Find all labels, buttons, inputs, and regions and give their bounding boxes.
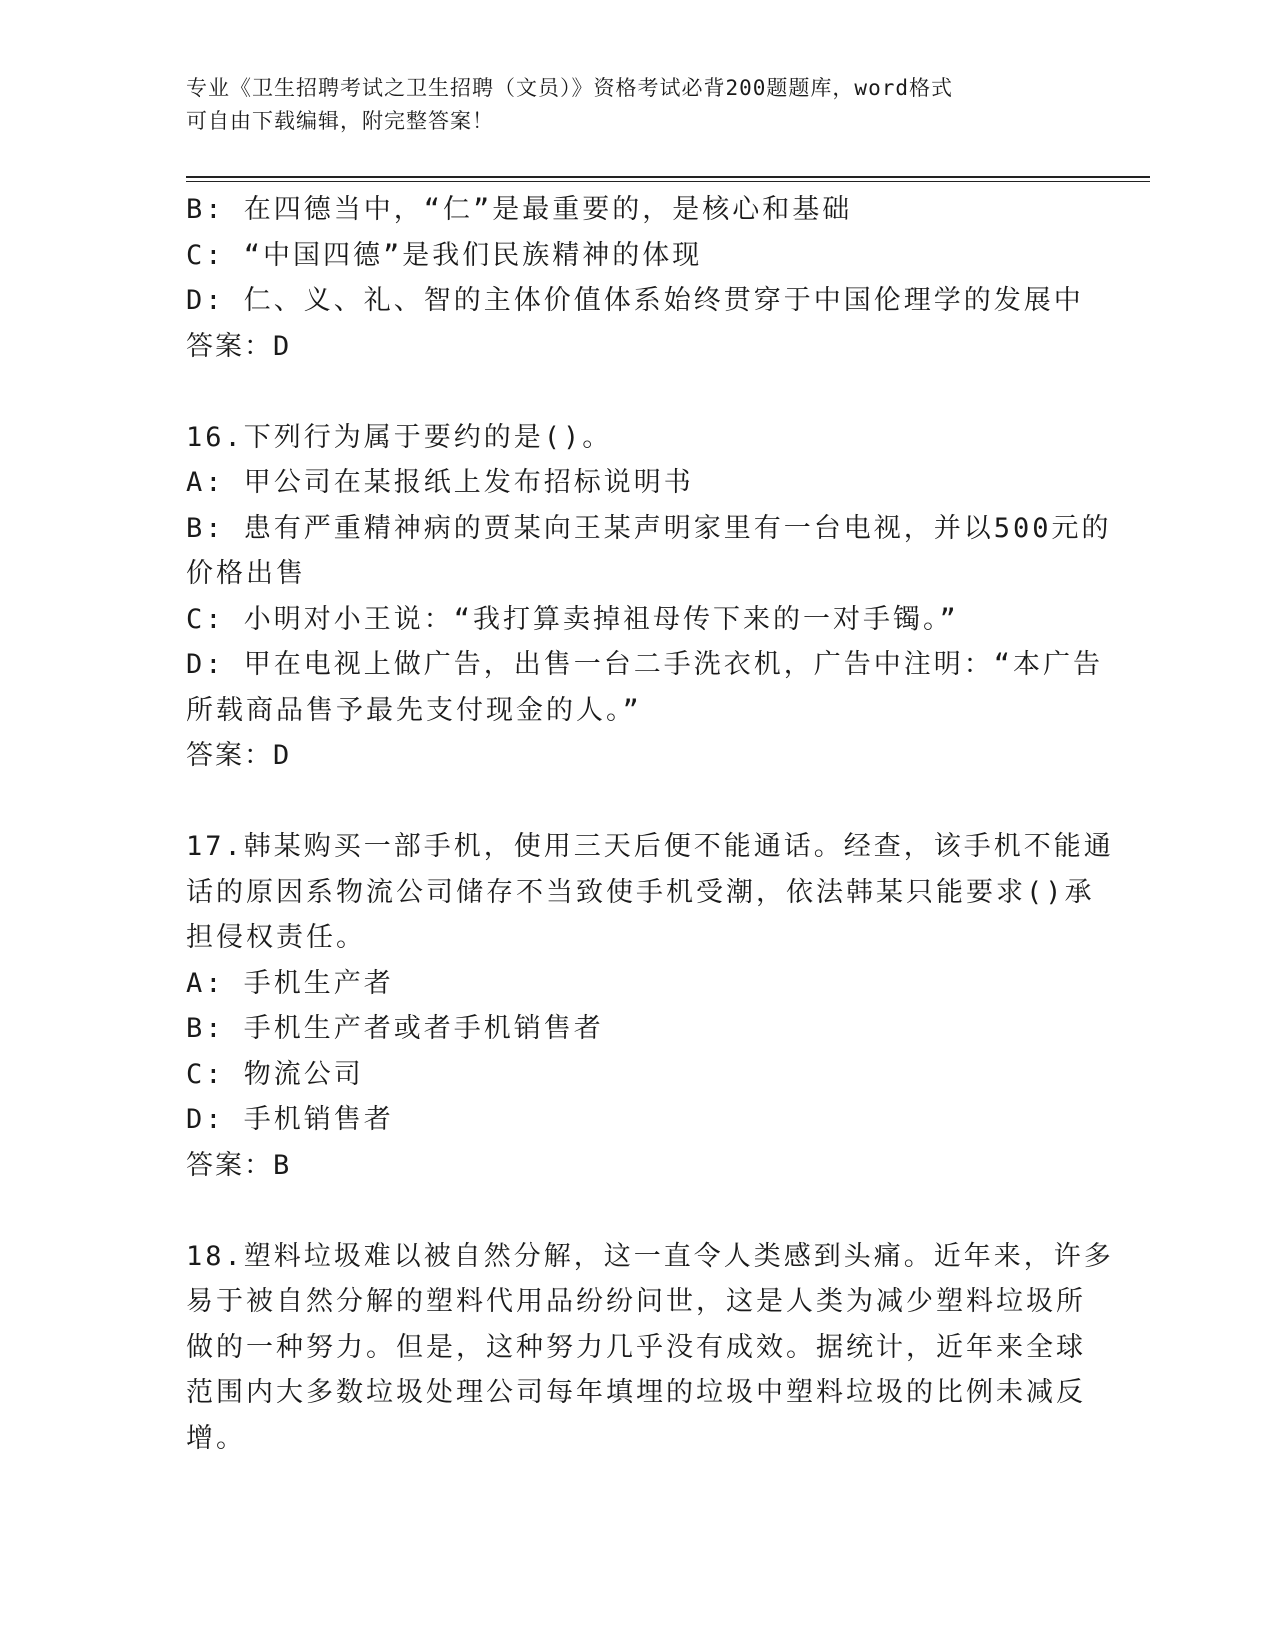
question-stem-continued: 担侵权责任。 [186,922,366,953]
option-d-continued: 所载商品售予最先支付现金的人。” [186,694,642,726]
header-divider-thick [186,176,1150,178]
option-d: D: 手机销售者 [186,1104,394,1135]
option-b: B: 手机生产者或者手机销售者 [186,1013,604,1044]
question-stem: 16.下列行为属于要约的是()。 [186,421,613,453]
question-18 [186,1234,1114,1462]
option-a: A: 甲公司在某报纸上发布招标说明书 [186,467,694,498]
spacer [186,369,1066,415]
option-b-continued: 价格出售 [186,558,306,589]
answer: 答案：B [186,1149,292,1181]
spacer [186,779,1066,825]
option-d: D: 甲在电视上做广告，出售一台二手洗衣机，广告中注明：“本广告 [186,649,1104,680]
option-b: B: 在四德当中，“仁”是最重要的，是核心和基础 [186,194,853,225]
question-15-tail [186,187,1084,369]
question-stem-continued: 易于被自然分解的塑料代用品纷纷问世，这是人类为减少塑料垃圾所 [186,1286,1086,1317]
header-divider-thin [186,181,1150,182]
document-header [186,72,1066,138]
header-line-1: 专业《卫生招聘考试之卫生招聘（文员）》资格考试必背200题题库，word格式 [186,76,953,100]
answer: 答案：D [186,330,292,362]
question-stem: 18.塑料垃圾难以被自然分解，这一直令人类感到头痛。近年来，许多 [186,1240,1114,1272]
question-16 [186,415,1112,779]
document-body [186,187,1114,1461]
option-c: C: 小明对小王说：“我打算卖掉祖母传下来的一对手镯。” [186,603,959,635]
option-b: B: 患有严重精神病的贾某向王某声明家里有一台电视，并以500元的 [186,512,1112,544]
header-line-2: 可自由下载编辑，附完整答案！ [186,109,494,133]
question-17 [186,824,1114,1188]
answer: 答案：D [186,740,292,771]
option-c: C: “中国四德”是我们民族精神的体现 [186,239,703,271]
question-stem: 17.韩某购买一部手机，使用三天后便不能通话。经查，该手机不能通 [186,831,1114,862]
question-stem-continued: 增。 [186,1422,246,1454]
option-c: C: 物流公司 [186,1058,364,1090]
question-stem-continued: 做的一种努力。但是，这种努力几乎没有成效。据统计，近年来全球 [186,1331,1086,1363]
question-stem-continued: 范围内大多数垃圾处理公司每年填埋的垃圾中塑料垃圾的比例未减反 [186,1377,1086,1408]
option-a: A: 手机生产者 [186,967,394,999]
spacer [186,1188,1066,1234]
option-d: D: 仁、义、礼、智的主体价值体系始终贯穿于中国伦理学的发展中 [186,285,1084,316]
question-stem-continued: 话的原因系物流公司储存不当致使手机受潮，依法韩某只能要求()承 [186,876,1095,908]
